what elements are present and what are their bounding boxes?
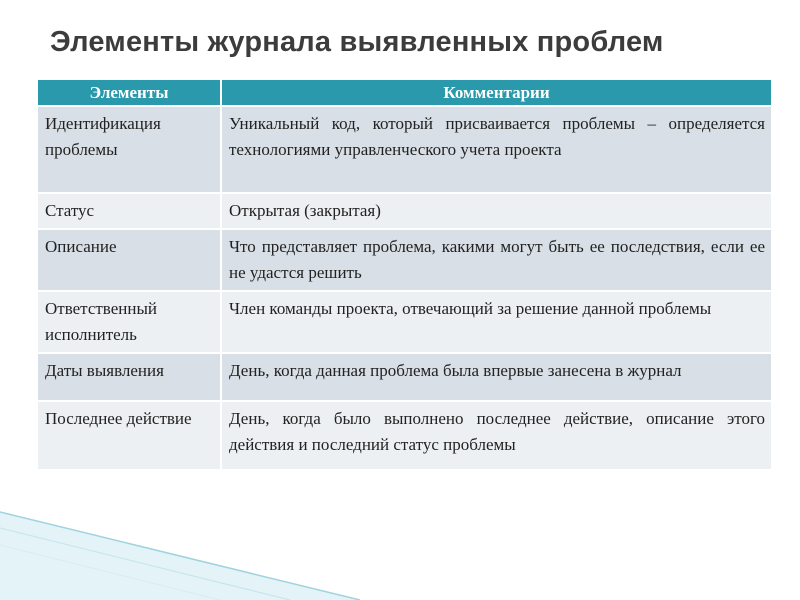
slide-title: Элементы журнала выявленных проблем <box>50 26 664 58</box>
comment-cell: Член команды проекта, отвечающий за решение данной проблемы <box>221 291 771 353</box>
header-elements: Элементы <box>38 80 221 106</box>
comment-cell: Что представляет проблема, какими могут быть ее последствия, если ее не удастся решить <box>221 229 771 291</box>
table-row <box>38 401 771 469</box>
table-row <box>38 291 771 353</box>
element-cell: Ответственный исполнитель <box>38 291 221 353</box>
table-row <box>38 106 771 193</box>
element-cell: Описание <box>38 229 221 291</box>
element-cell: Идентификация проблемы <box>38 106 221 193</box>
element-cell: Последнее действие <box>38 401 221 469</box>
table-row <box>38 193 771 229</box>
header-comments: Комментарии <box>221 80 771 106</box>
issue-log-table <box>38 80 771 469</box>
element-cell: Даты выявления <box>38 353 221 401</box>
table-row <box>38 229 771 291</box>
table-header-row <box>38 80 771 106</box>
comment-cell: День, когда было выполнено последнее действие, описание этого действия и последний статус проблемы <box>221 401 771 469</box>
comment-cell: День, когда данная проблема была впервые занесена в журнал <box>221 353 771 401</box>
corner-decoration <box>0 490 800 600</box>
element-cell: Статус <box>38 193 221 229</box>
comment-cell: Уникальный код, который присваивается проблемы – определяется технологиями управленческого учета проекта <box>221 106 771 193</box>
table-row <box>38 353 771 401</box>
comment-cell: Открытая (закрытая) <box>221 193 771 229</box>
